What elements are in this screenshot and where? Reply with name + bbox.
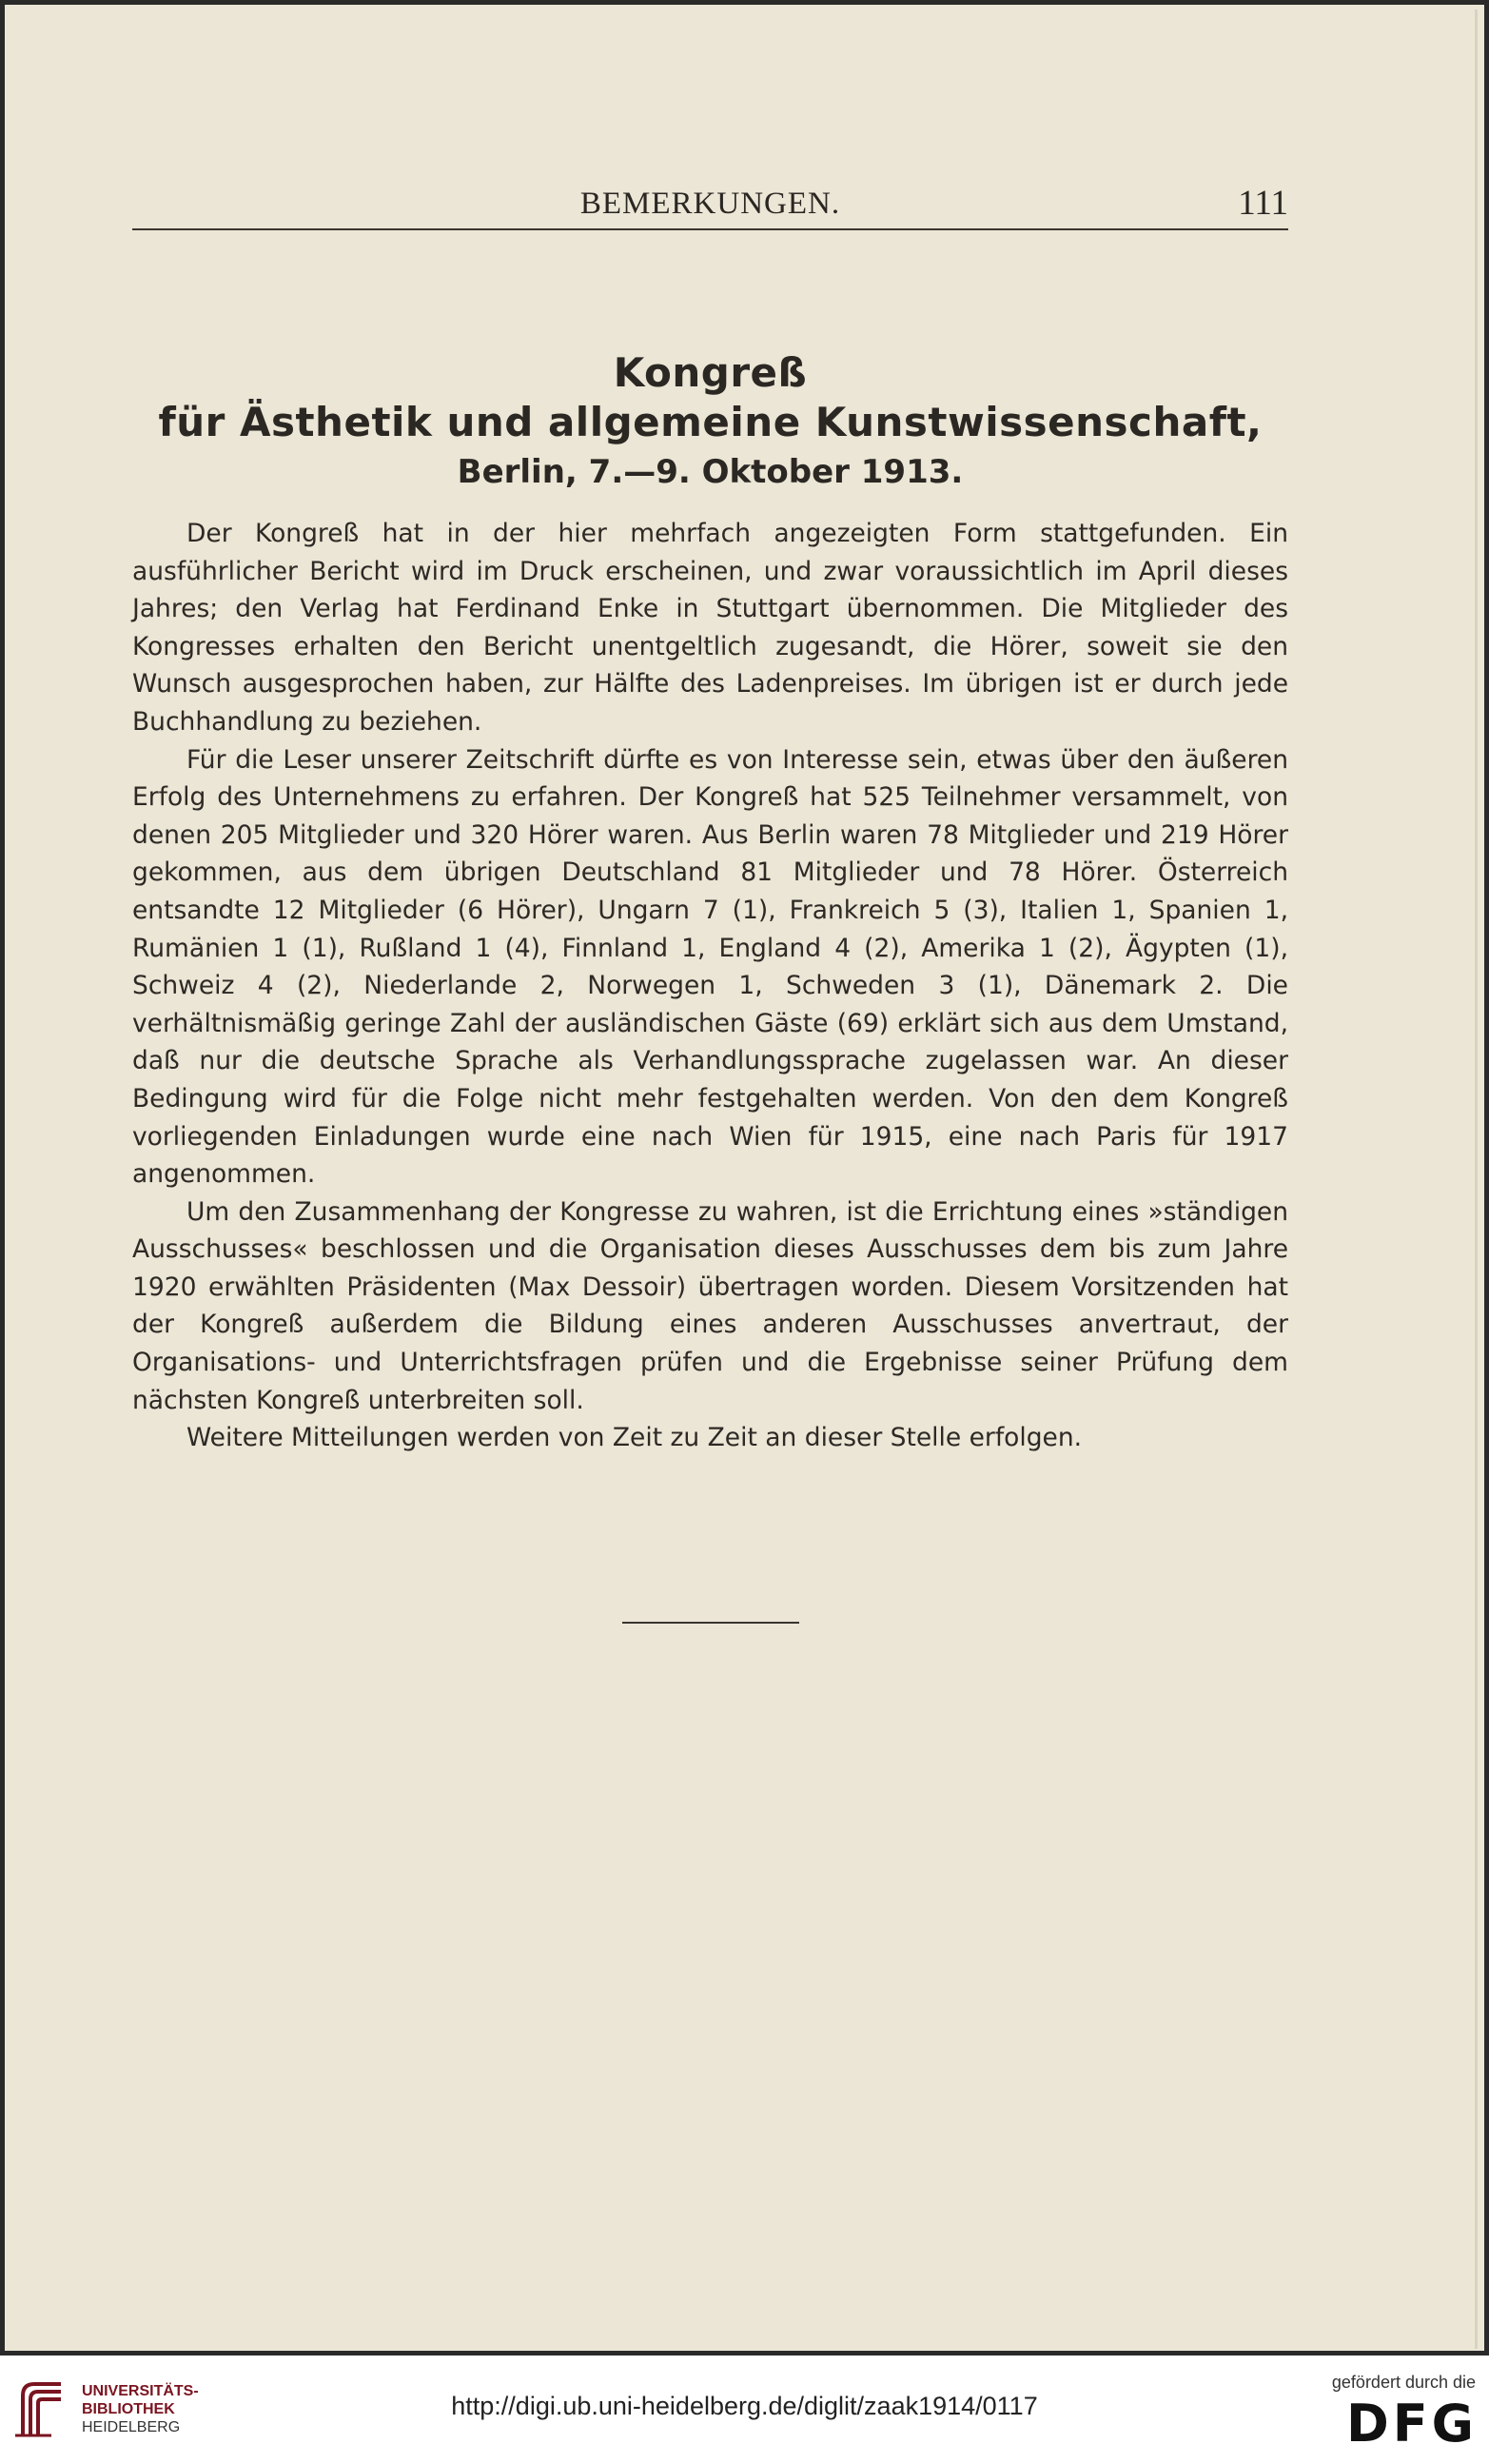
digitization-footer [0, 2356, 1489, 2464]
running-title: BEMERKUNGEN. [579, 187, 841, 221]
article-title [132, 348, 1288, 497]
running-header [132, 179, 1288, 230]
page-number: 111 [1238, 184, 1288, 223]
title-line-1: Kongreß [613, 349, 808, 396]
paragraph: Weitere Mitteilungen werden von Zeit zu Zeit an dieser Stelle erfolgen. [186, 1423, 1083, 1453]
title-line-2: für Ästhetik und allgemeine Kunstwissenschaft, [158, 399, 1263, 445]
funding-caption: gefördert durch die [1331, 2373, 1476, 2392]
permalink-url[interactable]: http://digi.ub.uni-heidelberg.de/diglit/zaak1914/0117 [451, 2392, 1038, 2420]
paragraph: Für die Leser unserer Zeitschrift dürfte es von Interesse sein, etwas über den äußeren Erfolg des Unternehmens zu erfahren. Der Kongreß hat 525 Teilnehmer versammelt, von denen 205 Mitglieder und 320 Hörer waren. Aus Berlin waren 78 Mitglieder und 219 Hörer gekommen, aus dem übrigen Deutschland 81 Mitglieder und 78 Hörer. Österreich entsandte 12 Mitglieder (6 Hörer), Ungarn 7 (1), Frankreich 5 (3), Italien 1, Spanien 1, Rumänien 1 (1), Rußland 1 (4), Finnland 1, England 4 (2), Amerika 1 (2), Ägypten (1), Schweiz 4 (2), Niederlande 2, Norwegen 1, Schweden 3 (1), Dänemark 2. Die verhältnismäßig geringe Zahl der ausländischen Gäste (69) erklärt sich aus dem Umstand, daß nur die deutsche Sprache als Verhandlungssprache zugelassen war. An dieser Bedingung wird für die Folge nicht mehr festgehalten werden. Von den dem Kongreß vorliegenden Einladungen wurde eine nach Wien für 1915, eine nach Paris für 1917 angenommen. [132, 744, 1288, 1190]
book-page [11, 10, 1478, 2349]
title-line-3: Berlin, 7.—9. Oktober 1913. [457, 453, 964, 491]
university-library-name: UNIVERSITÄTS- BIBLIOTHEK HEIDELBERG [82, 2383, 199, 2435]
dfg-logo: DFG [1345, 2394, 1478, 2454]
paragraph: Der Kongreß hat in der hier mehrfach angezeigten Form stattgefunden. Ein ausführlicher Bericht wird im Druck erscheinen, und zwar voraussichtlich im April dieses Jahres; den Verlag hat Ferdinand Enke in Stuttgart übernommen. Die Mitglieder des Kongresses erhalten den Bericht unentgeltlich zugesandt, die Hörer, soweit sie den Wunsch ausgesprochen haben, zur Hälfte des Ladenpreises. Im übrigen ist er durch jede Buchhandlung zu beziehen. [132, 519, 1288, 737]
paragraph: Um den Zusammenhang der Kongresse zu wahren, ist die Errichtung eines »ständigen Ausschusses« beschlossen und die Organisation dieses Ausschusses dem bis zum Jahre 1920 erwählten Präsidenten (Max Dessoir) übertragen worden. Diesem Vorsitzenden hat der Kongreß außerdem die Bildung eines anderen Ausschusses anvertraut, der Organisations- und Unterrichtsfragen prüfen und die Ergebnisse seiner Prüfung dem nächsten Kongreß unterbreiten soll. [132, 1196, 1288, 1415]
article-body [132, 515, 1288, 1457]
section-end-rule [622, 1622, 799, 1624]
